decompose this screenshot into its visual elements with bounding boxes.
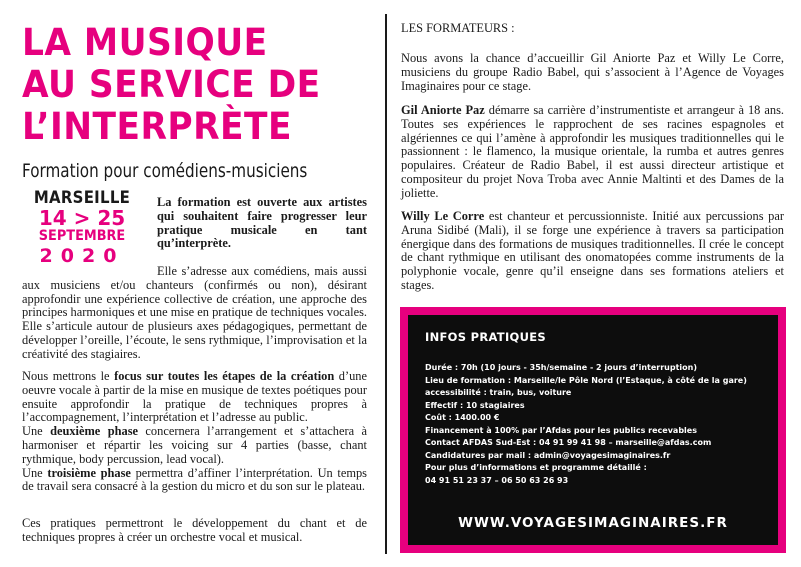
intro-text: La formation est ouverte aux artistes qui souhaitent faire progresser leur pratique musicale en tant qu’interprète. [157,195,367,251]
text-run: démarre sa carrière d’instrumentiste et arrangeur à 18 ans. Toutes ses expériences le rapprochent de ses racines espagnoles et algériennes ce qui l’amène à approfondir les musiques traditionnelles qui le passionnent : le flamenco, la musique orientale, la rumba et autres genres populaires. Créateur de Radio Babel, il est aussi directeur artistique et compositeur du projet Nova Troba avec Annie Maltinti et des Dames de la joliette. [401,103,784,200]
formateurs-paragraph [401,210,784,293]
city: MARSEILLE [33,188,131,208]
text-bold: deuxième phase [50,424,139,439]
body-paragraph: Ces pratiques permettront le développement du chant et de techniques propres à créer un orchestre vocal et musical. [22,516,367,544]
info-value: 70h (10 jours - 35h/semaine - 2 jours d’interruption) [460,363,698,372]
title-line: LA MUSIQUE [22,21,268,64]
info-label: Contact AFDAS Sud-Est : [425,438,539,447]
info-line [425,387,770,400]
info-line [425,437,770,450]
formateurs-paragraph [401,104,784,201]
text-run: concernera l’arrangement et s’attachera à harmoniser et répartir les voicing sur 4 parties (basse, chant rythmique, body percussion, lead vocal). [22,424,367,466]
year: 2020 [39,245,125,267]
infos-title: INFOS PRATIQUES [425,330,546,344]
text-run: Une [22,424,51,439]
info-line [425,375,770,388]
person-name: Willy Le Corre [401,209,485,223]
info-value: Marseille/le Pôle Nord (l’Estaque, à côté de la gare) [513,375,747,385]
info-line [425,362,770,375]
formateurs-paragraph: Nous avons la chance d’accueillir Gil Aniorte Paz et Willy Le Corre, musiciens du groupe Radio Babel, qui s’associent à l’Agence de Voyages Imaginaires pour ce stage. [401,51,784,93]
person-name: Gil Aniorte Paz [401,103,485,117]
info-line [425,412,770,425]
body-text [22,467,367,495]
body-text: Elle s’adresse aux comédiens, mais aussi aux musiciens et/ou chanteurs (confirmés ou non), désirant approfondir une expérience collective de création, une approche des principes harmoniques et une mise en pratique de techniques vocales. Elle s’articule autour de plusieurs axes pédagogiques, permettant de développer l’oreille, l’écoute, le sens rythmique, l’improvisation et la créativité des stagiaires. [22,264,367,361]
days: 14 > 25 [38,206,126,230]
info-value: 10 stagiaires [465,400,525,410]
title-line: L’INTERPRÈTE [22,105,292,148]
page-title [22,22,338,148]
text-bold: troisième phase [47,465,131,480]
subtitle: Formation pour comédiens-musiciens [22,160,308,182]
info-line [425,400,770,413]
phone-numbers: 04 91 51 23 37 – 06 50 63 26 93 [425,475,569,485]
section-heading: LES FORMATEURS : [401,21,515,35]
month: SEPTEMBRE [38,228,126,244]
info-label: Coût : [425,413,455,422]
info-label: accessibilité : [425,388,490,397]
text-run: Nous mettrons le [22,369,115,383]
info-line: Pour plus d’informations et programme détaillé : [425,463,647,472]
contact-link[interactable]: 04 91 99 41 98 – marseille@afdas.com [539,438,712,447]
text-run: d’une oeuvre vocale à partir de la mise en musique de textes poétiques pour ensuite approfondir la pratique de techniques propres à l’accompagnement, l’interprétation et l’adresse au public. [22,369,368,425]
body-text [22,370,367,425]
body-paragraph [22,370,367,494]
info-value: train, bus, voiture [489,388,572,397]
title-line: AU SERVICE DE [22,63,321,106]
text-bold: focus sur toutes les étapes de la création [114,369,335,383]
infos-list [425,362,770,487]
body-paragraph [22,265,367,362]
info-value: 1400.00 € [454,413,500,422]
date-block [20,190,144,268]
column-divider [385,14,387,554]
text-run: Une [22,465,48,480]
info-line [425,450,770,463]
infos-inner [408,315,778,545]
email-link[interactable]: admin@voyagesimaginaires.fr [533,450,671,460]
info-label: Candidatures par mail : [425,450,534,460]
info-line: Financement à 100% par l’Afdas pour les publics recevables [425,425,697,435]
info-label: Lieu de formation : [425,375,514,385]
info-label: Durée : [425,363,461,372]
website-link[interactable]: WWW.VOYAGESIMAGINAIRES.FR [458,515,728,531]
text-run: permettra d’affiner l’interprétation. Un temps de travail sera consacré à la gestion du micro et du son sur le plateau. [22,465,367,494]
info-label: Effectif : [425,400,466,410]
text-run: est chanteur et percussionniste. Initié aux percussions par Aruna Sidibé (Mali), il se forge une expérience à travers sa participation énergique dans des formations de musiques traditionnelles. Il crée le concept de chant rythmique en utilisant des onomatopées comme instruments de la polyphonie vocale, genre qu’il enseigne dans ses formations ateliers et stages. [401,209,784,292]
infos-box [400,307,786,553]
body-text [22,425,367,466]
